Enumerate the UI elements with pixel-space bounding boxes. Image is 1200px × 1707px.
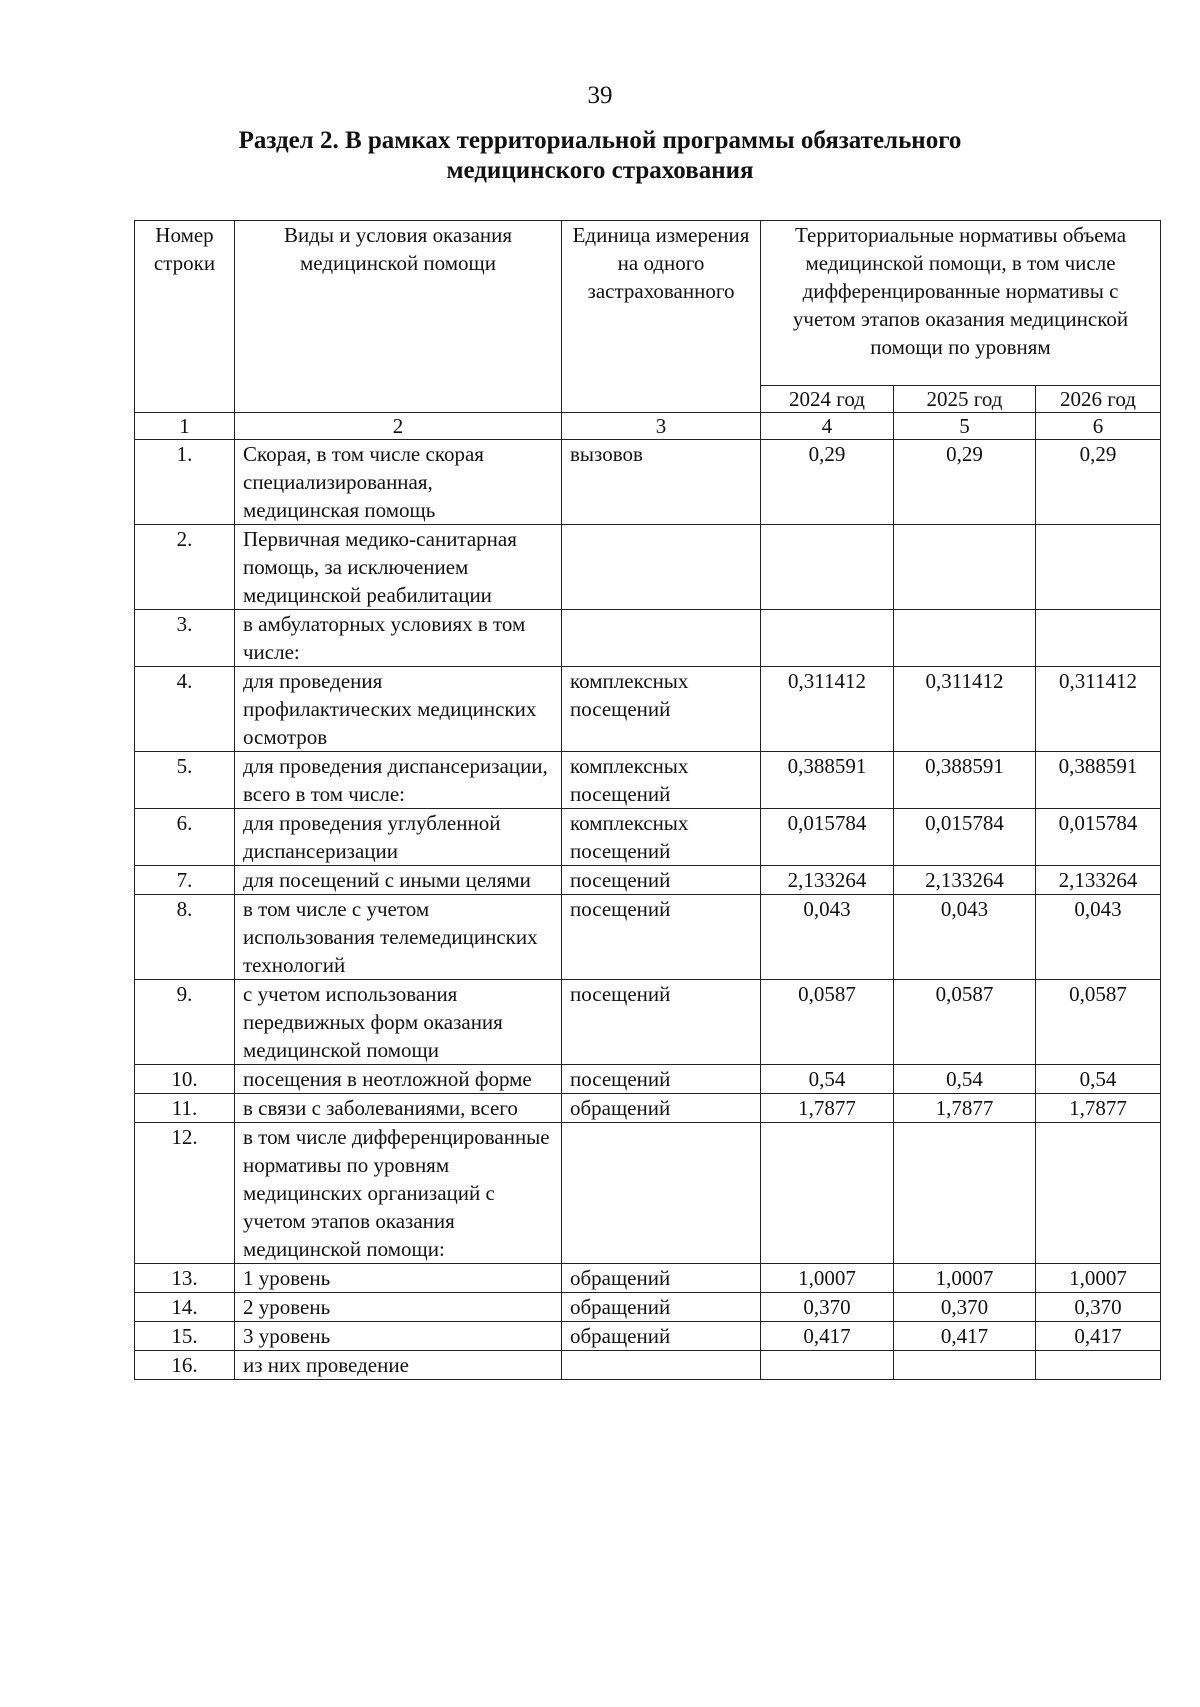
row-kind-cell: из них проведение [235,1351,562,1380]
header-row-number: Номер строки [135,221,235,413]
header-year-2026: 2026 год [1036,386,1161,413]
row-kind-cell: с учетом использования передвижных форм оказания медицинской помощи [235,980,562,1065]
header-unit: Единица измерения на одного застрахованного [562,221,761,413]
row-unit-cell [562,525,761,610]
row-unit-cell: комплексных посещений [562,809,761,866]
row-value-2026-cell: 1,0007 [1036,1264,1161,1293]
row-value-2024-cell: 0,015784 [761,809,894,866]
row-value-2026-cell: 0,417 [1036,1322,1161,1351]
row-value-2024-cell: 0,54 [761,1065,894,1094]
row-number-cell: 1. [135,440,235,525]
row-number-cell: 14. [135,1293,235,1322]
row-value-2025-cell: 1,0007 [894,1264,1036,1293]
row-value-2025-cell: 0,370 [894,1293,1036,1322]
row-kind-cell: 2 уровень [235,1293,562,1322]
row-value-2025-cell: 0,388591 [894,752,1036,809]
row-number-cell: 5. [135,752,235,809]
index-cell: 2 [235,413,562,440]
row-number-cell: 12. [135,1123,235,1264]
row-unit-cell: комплексных посещений [562,752,761,809]
index-cell: 5 [894,413,1036,440]
row-unit-cell: обращений [562,1293,761,1322]
row-value-2024-cell: 2,133264 [761,866,894,895]
row-unit-cell: обращений [562,1322,761,1351]
row-value-2026-cell: 1,7877 [1036,1094,1161,1123]
row-value-2024-cell: 0,29 [761,440,894,525]
index-cell: 3 [562,413,761,440]
row-value-2025-cell: 0,29 [894,440,1036,525]
row-number-cell: 15. [135,1322,235,1351]
row-value-2025-cell: 0,417 [894,1322,1036,1351]
row-value-2026-cell: 0,370 [1036,1293,1161,1322]
row-kind-cell: для проведения профилактических медицинских осмотров [235,667,562,752]
row-number-cell: 4. [135,667,235,752]
table-row [135,1293,1161,1322]
row-value-2025-cell: 0,311412 [894,667,1036,752]
table-row [135,525,1161,610]
section-title [200,126,1000,186]
row-value-2025-cell: 0,54 [894,1065,1036,1094]
index-cell: 6 [1036,413,1161,440]
row-number-cell: 2. [135,525,235,610]
row-unit-cell: комплексных посещений [562,667,761,752]
row-value-2024-cell: 1,0007 [761,1264,894,1293]
norms-table-body [135,221,1161,1380]
row-number-cell: 13. [135,1264,235,1293]
row-value-2024-cell: 1,7877 [761,1094,894,1123]
row-value-2026-cell: 0,0587 [1036,980,1161,1065]
row-number-cell: 3. [135,610,235,667]
header-norms: Территориальные нормативы объема медицинской помощи, в том числе дифференцированные нормативы с учетом этапов оказания медицинской помощи по уровням [761,221,1161,386]
row-number-cell: 16. [135,1351,235,1380]
table-row [135,1065,1161,1094]
header-kind: Виды и условия оказания медицинской помощи [235,221,562,413]
row-kind-cell: в том числе с учетом использования телемедицинских технологий [235,895,562,980]
row-value-2025-cell: 0,0587 [894,980,1036,1065]
row-kind-cell: Первичная медико-санитарная помощь, за исключением медицинской реабилитации [235,525,562,610]
row-value-2026-cell [1036,610,1161,667]
table-row [135,866,1161,895]
row-value-2024-cell: 0,370 [761,1293,894,1322]
row-value-2025-cell [894,610,1036,667]
table-row [135,980,1161,1065]
row-value-2026-cell: 0,388591 [1036,752,1161,809]
table-row [135,1351,1161,1380]
row-kind-cell: для проведения диспансеризации, всего в том числе: [235,752,562,809]
row-value-2025-cell: 1,7877 [894,1094,1036,1123]
index-cell: 4 [761,413,894,440]
row-value-2025-cell [894,1351,1036,1380]
row-number-cell: 9. [135,980,235,1065]
row-value-2026-cell: 0,311412 [1036,667,1161,752]
header-year-2025: 2025 год [894,386,1036,413]
row-unit-cell: обращений [562,1264,761,1293]
row-unit-cell [562,610,761,667]
row-unit-cell: вызовов [562,440,761,525]
row-kind-cell: для посещений с иными целями [235,866,562,895]
norms-table [134,220,1161,1380]
row-unit-cell: обращений [562,1094,761,1123]
table-row [135,752,1161,809]
row-kind-cell: в связи с заболеваниями, всего [235,1094,562,1123]
row-value-2025-cell: 2,133264 [894,866,1036,895]
row-kind-cell: Скорая, в том числе скорая специализированная, медицинская помощь [235,440,562,525]
table-row [135,667,1161,752]
row-value-2024-cell: 0,417 [761,1322,894,1351]
table-row [135,809,1161,866]
row-value-2026-cell: 0,54 [1036,1065,1161,1094]
row-number-cell: 10. [135,1065,235,1094]
table-row [135,440,1161,525]
row-value-2024-cell: 0,043 [761,895,894,980]
row-kind-cell: для проведения углубленной диспансеризации [235,809,562,866]
table-row [135,1264,1161,1293]
row-value-2024-cell: 0,388591 [761,752,894,809]
row-value-2025-cell: 0,043 [894,895,1036,980]
row-unit-cell [562,1123,761,1264]
row-value-2026-cell: 2,133264 [1036,866,1161,895]
row-unit-cell: посещений [562,866,761,895]
row-unit-cell: посещений [562,980,761,1065]
row-unit-cell: посещений [562,1065,761,1094]
row-kind-cell: 3 уровень [235,1322,562,1351]
row-unit-cell [562,1351,761,1380]
row-value-2026-cell [1036,525,1161,610]
page-number: 39 [587,82,613,109]
row-value-2024-cell [761,1123,894,1264]
row-value-2026-cell [1036,1351,1161,1380]
row-value-2024-cell [761,610,894,667]
table-row [135,1123,1161,1264]
row-value-2024-cell [761,1351,894,1380]
row-value-2026-cell: 0,29 [1036,440,1161,525]
header-year-2024: 2024 год [761,386,894,413]
row-number-cell: 7. [135,866,235,895]
table-row [135,895,1161,980]
table-index-row [135,413,1161,440]
row-kind-cell: 1 уровень [235,1264,562,1293]
table-row [135,610,1161,667]
row-kind-cell: посещения в неотложной форме [235,1065,562,1094]
row-value-2026-cell [1036,1123,1161,1264]
section-title-line-1: Раздел 2. В рамках территориальной программы обязательного [238,127,962,154]
row-value-2024-cell: 0,311412 [761,667,894,752]
section-title-line-2: медицинского страхования [446,157,754,184]
row-value-2025-cell [894,1123,1036,1264]
row-number-cell: 6. [135,809,235,866]
table-header-row [135,221,1161,386]
row-value-2025-cell: 0,015784 [894,809,1036,866]
row-unit-cell: посещений [562,895,761,980]
row-value-2026-cell: 0,043 [1036,895,1161,980]
row-number-cell: 8. [135,895,235,980]
row-value-2024-cell: 0,0587 [761,980,894,1065]
row-value-2026-cell: 0,015784 [1036,809,1161,866]
row-kind-cell: в амбулаторных условиях в том числе: [235,610,562,667]
table-row [135,1322,1161,1351]
row-value-2025-cell [894,525,1036,610]
row-kind-cell: в том числе дифференцированные нормативы по уровням медицинских организаций с учетом этапов оказания медицинской помощи: [235,1123,562,1264]
row-value-2024-cell [761,525,894,610]
index-cell: 1 [135,413,235,440]
row-number-cell: 11. [135,1094,235,1123]
table-row [135,1094,1161,1123]
